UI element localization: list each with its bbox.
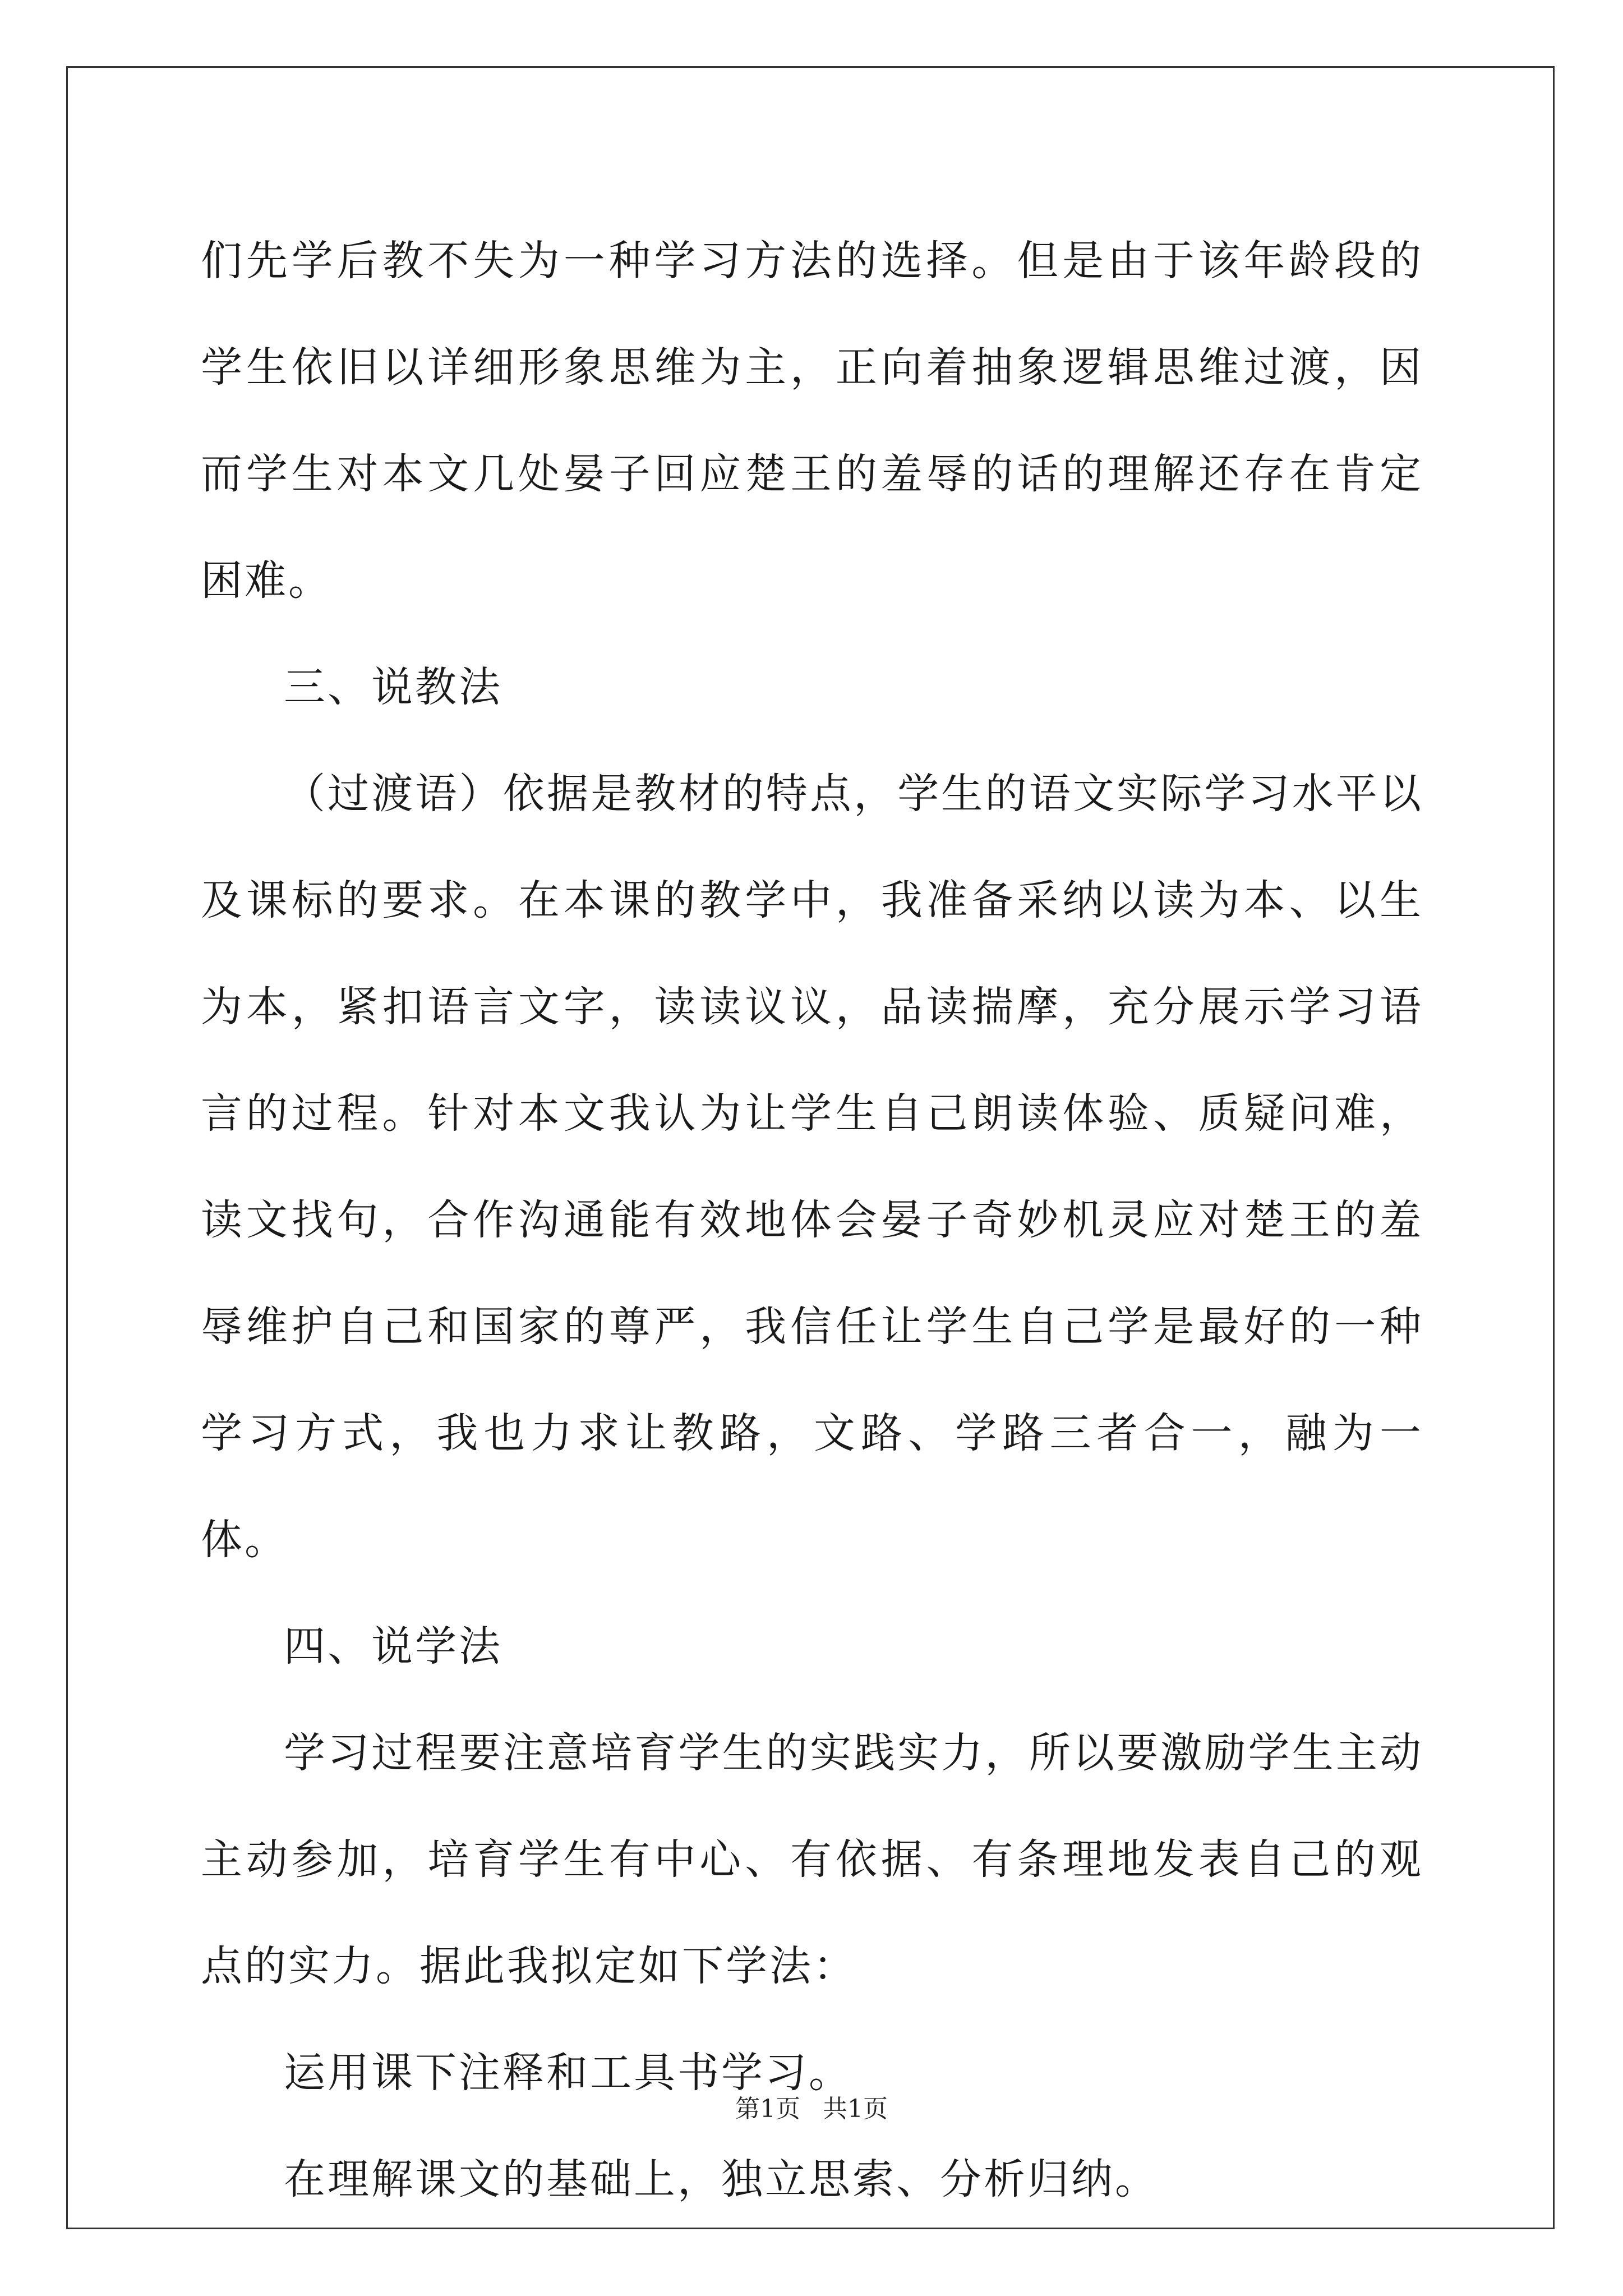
document-body bbox=[201, 208, 1423, 2233]
page-number: 第1页 bbox=[735, 2095, 800, 2123]
page-total: 共1页 bbox=[823, 2095, 888, 2123]
paragraph-teaching-method: （过渡语）依据是教材的特点，学生的语文实际学习水平以及课标的要求。在本课的教学中，我准备采纳以读为本、以生为本，紧扣语言文字，读读议议，品读揣摩，充分展示学习语言的过程。针对本文我认为让学生自己朗读体验、质疑问难，读文找句，合作沟通能有效地体会晏子奇妙机灵应对楚王的羞辱维护自己和国家的尊严，我信任让学生自己学是最好的一种学习方式，我也力求让教路，文路、学路三者合一，融为一体。 bbox=[201, 770, 1423, 1564]
section-heading-learning-method: 四、说学法 bbox=[284, 1622, 502, 1671]
page-footer bbox=[0, 2092, 1623, 2126]
paragraph-learning-method: 学习过程要注意培育学生的实践实力，所以要激励学生主动主动参加，培育学生有中心、有依据、有条理地发表自己的观点的实力。据此我拟定如下学法： bbox=[201, 1729, 1423, 1990]
section-heading-teaching-method: 三、说教法 bbox=[284, 663, 502, 711]
paragraph-method-item-1: 运用课下注释和工具书学习。 bbox=[284, 2049, 852, 2097]
paragraph-continuation: 们先学后教不失为一种学习方法的选择。但是由于该年龄段的学生依旧以详细形象思维为主，正向着抽象逻辑思维过渡，因而学生对本文几处晏子回应楚王的羞辱的话的理解还存在肯定困难。 bbox=[201, 237, 1423, 605]
paragraph-method-item-2: 在理解课文的基础上，独立思索、分析归纳。 bbox=[284, 2155, 1159, 2203]
